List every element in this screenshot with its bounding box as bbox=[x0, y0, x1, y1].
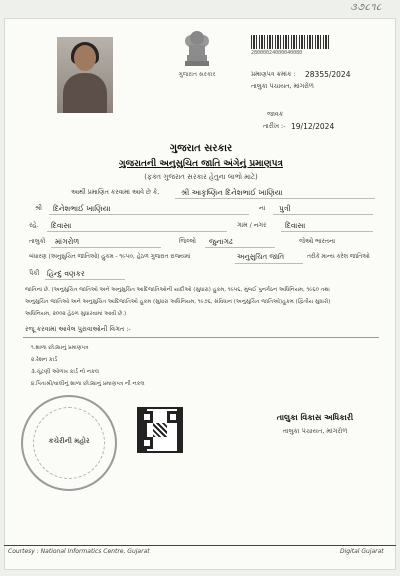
applicant-photo bbox=[57, 37, 113, 113]
village-label: ગામ / નગર bbox=[237, 222, 267, 229]
issue-date: 19/12/2024 bbox=[291, 122, 335, 131]
seal-text: કચેરીની મહોર bbox=[48, 437, 90, 445]
office-seal bbox=[21, 395, 117, 491]
district: જુનાગઢ bbox=[209, 237, 233, 246]
father-prefix: શ્રી bbox=[35, 205, 42, 212]
body-line-3: અધિનિયમ, ૨૦૦૨ હેઠળ સુધારવામાં આવી છે.) bbox=[25, 311, 127, 317]
state-text: જેઓ ભારતના bbox=[299, 238, 336, 245]
attachment-item: ૪.પિતાશ્રી/વાલીનું શાળા છોડ્યાનું પ્રમાણપત્ર ની નકલ bbox=[31, 381, 145, 387]
cert-no-label: પ્રમાણપત્ર ક્રમાંક : bbox=[251, 71, 296, 78]
national-emblem-icon bbox=[177, 25, 217, 73]
cert-no: 28355/2024 bbox=[305, 70, 351, 79]
attachment-item: ૩.ચૂંટણી ઓળખ કાર્ડ નો નકલ bbox=[31, 369, 100, 375]
certificate-sheet bbox=[4, 18, 396, 570]
issuing-office: તાલુકા પંચાયત, માંગરોળ bbox=[251, 83, 314, 90]
attachments-title: રજૂ કરવામાં આવેલ પુરાવાઓની વિગત :- bbox=[25, 325, 131, 333]
emblem-caption: ગુજરાત સરકાર bbox=[178, 71, 216, 78]
certificate-subtitle: (ફક્ત ગુજરાત સરકાર હેતુના લાભો માટે) bbox=[144, 173, 258, 181]
body-line-2: અનુસુચિત જાતિઓ અને અનુસુચિત આદિજાતિઓ હુકમ (સુધારા અધિનિયમ, ૧૯૭૬, સંવિધાન (અનુસુચિત જાતિઓ)હુકમ (દ્વિતીય સુધારો) bbox=[25, 299, 331, 305]
barcode bbox=[251, 35, 331, 49]
village-prefix: રહે. bbox=[29, 222, 39, 229]
applicant-name: શ્રી આકૃષ્ણિન દિનેશભાઈ ખાણિયા bbox=[181, 188, 283, 197]
footer-courtesy: Courtesy : National Informatics Centre, Gujarat bbox=[8, 548, 150, 555]
relation-label: ના bbox=[259, 205, 266, 212]
footer-divider bbox=[4, 545, 396, 546]
district-label: જિલ્લો bbox=[179, 238, 196, 245]
intro-text: આથી પ્રમાણિત કરવામાં આવે છે કે, bbox=[71, 189, 160, 196]
order-text: બંધારણ (અનુસુચિત જાતિઓ) હુકમ - ૧૯૫૦, હેઠળ ગુજરાત રાજ્યમાં bbox=[29, 254, 191, 260]
taluka: માંગરોળ bbox=[55, 237, 80, 246]
relation: પુત્રી bbox=[279, 204, 291, 213]
father-name: દિનેશભાઈ ખાણિયા bbox=[53, 204, 111, 213]
attachment-item: ૨.રેશન કાર્ડ bbox=[31, 357, 58, 363]
outward-label: જાવક bbox=[267, 111, 284, 118]
qr-code bbox=[137, 407, 183, 453]
village-2: દિવાસા bbox=[285, 221, 306, 230]
handwritten-number: ૩૭૮૧૮ bbox=[349, 2, 382, 13]
signatory-office: તાલુકા પંચાયત, માંગરોળ bbox=[282, 427, 348, 435]
religion-label: પૈકી bbox=[29, 270, 40, 277]
body-line-1: જાતિના છે. (અનુસુચિત જાતિઓ અને અનુસુચિત આદિજાતિઓની યાદીઓ (સુધારા) હુકમ, ૧૯૫૬, મુંબઈ પુનર્ગઠન અધિનિયમ, ૧૯૬૦ તથા bbox=[25, 287, 330, 293]
attachment-item: ૧.શાળા છોડ્યાનું પ્રમાણપત્ર bbox=[31, 345, 89, 351]
govt-title: ગુજરાત સરકાર bbox=[169, 143, 233, 154]
village: દિવાસા bbox=[51, 221, 72, 230]
certificate-title: ગુજરાતની અનુસુચિત જાતિ અંગેનું પ્રમાણપત્ર bbox=[119, 159, 283, 169]
barcode-text: 28000024000040080 bbox=[251, 50, 303, 56]
taluka-label: તાલુકો bbox=[29, 238, 46, 245]
date-label: તારીખ :- bbox=[263, 123, 286, 130]
order-tail: તરીકે માન્ય કરેલ જાતિઓ bbox=[307, 254, 370, 260]
footer-digital-gujarat: Digital Gujarat bbox=[340, 548, 384, 555]
caste-category: અનુસુચિત જાતિ bbox=[237, 253, 285, 261]
religion: હિન્દુ વણકર bbox=[47, 269, 85, 278]
signatory-title: તાલુકા વિકાસ અધિકારી bbox=[276, 413, 354, 422]
